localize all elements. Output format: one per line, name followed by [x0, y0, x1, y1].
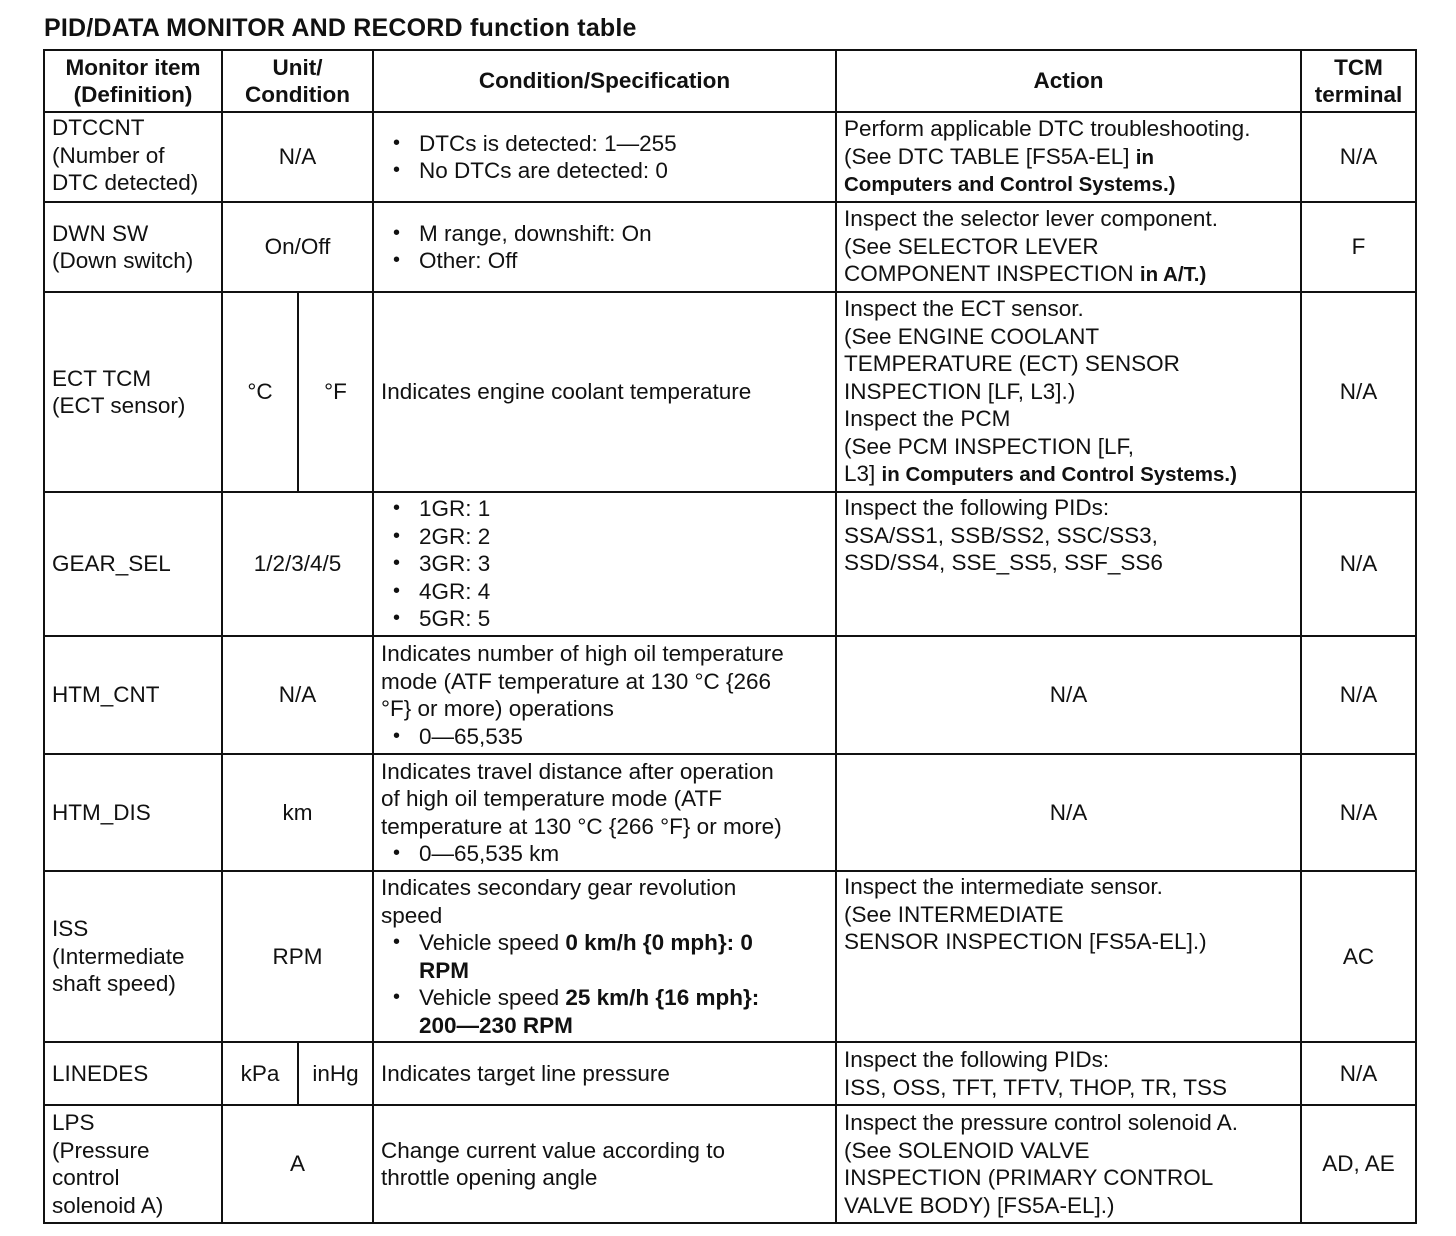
cell-line: (Down switch) [52, 248, 194, 273]
cell-line: TEMPERATURE (ECT) SENSOR [844, 351, 1180, 377]
cell-line: Inspect the intermediate sensor. [844, 874, 1163, 899]
bullet-item: • 1GR: 1 [419, 495, 828, 523]
condition-cell [373, 492, 836, 636]
unit-cell: 1/2/3/4/5 [222, 492, 373, 636]
cell-line: (See ENGINE COOLANT [844, 323, 1100, 349]
header-text: Monitor item [65, 54, 201, 80]
action-text: in Computers and Control Systems.) [881, 463, 1237, 487]
bullet-item [419, 929, 828, 984]
tcm-terminal-cell: N/A [1301, 112, 1416, 202]
unit-cell: N/A [222, 112, 373, 202]
table-row [44, 871, 1416, 1042]
condition-cell: Indicates target line pressure [373, 1042, 836, 1105]
cell-line: solenoid A) [52, 1192, 164, 1218]
table-row [44, 112, 1416, 202]
header-text: terminal [1314, 82, 1403, 107]
bullet-item: • DTCs is detected: 1—255 [419, 130, 828, 158]
bullet-text: 0 km/h {0 mph}: 0 [565, 930, 753, 955]
bullet-item: • Other: Off [419, 247, 828, 275]
monitor-item-cell: HTM_DIS [44, 754, 222, 871]
monitor-item-cell [44, 112, 222, 202]
bullet-text: Vehicle speed [419, 985, 566, 1010]
unit-cell-metric: °C [222, 292, 298, 492]
cell-line: DTC detected) [52, 170, 199, 195]
action-text: in [1135, 145, 1154, 169]
cell-line: of high oil temperature mode (ATF [381, 786, 722, 811]
table-row [44, 1042, 1416, 1105]
cell-line: temperature at 130 °C {266 °F} or more) [381, 813, 782, 839]
unit-cell: N/A [222, 636, 373, 754]
action-cell: N/A [836, 636, 1301, 754]
cell-line: DWN SW [52, 220, 149, 246]
tcm-terminal-cell: N/A [1301, 636, 1416, 754]
bullet-item: • 2GR: 2 [419, 523, 828, 551]
table-row [44, 636, 1416, 754]
cell-line: SSA/SS1, SSB/SS2, SSC/SS3, [844, 522, 1158, 548]
cell-line: Perform applicable DTC troubleshooting. [844, 116, 1251, 142]
cell-line: LPS [52, 1110, 95, 1135]
table-row [44, 202, 1416, 292]
header-action: Action [836, 50, 1301, 112]
cell-line: control [52, 1165, 120, 1190]
cell-line: (See INTERMEDIATE [844, 901, 1064, 927]
header-monitor-item [44, 50, 222, 112]
monitor-item-cell: GEAR_SEL [44, 492, 222, 636]
bullet-item: • 0—65,535 km [419, 840, 828, 868]
table-row [44, 1105, 1416, 1223]
cell-line: VALVE BODY) [FS5A-EL].) [844, 1192, 1115, 1218]
tcm-terminal-cell: N/A [1301, 292, 1416, 492]
condition-cell [373, 754, 836, 871]
monitor-item-cell [44, 871, 222, 1042]
tcm-terminal-cell: AD, AE [1301, 1105, 1416, 1223]
cell-line: (Number of [52, 142, 165, 168]
cell-line [844, 260, 1293, 289]
monitor-item-cell: LINEDES [44, 1042, 222, 1105]
header-text: Unit/ [272, 54, 323, 80]
cell-line: Inspect the following PIDs: [844, 1047, 1110, 1072]
action-text: (See DTC TABLE [FS5A-EL] [844, 143, 1136, 169]
cell-line: Change current value according to [381, 1137, 725, 1163]
condition-cell [373, 202, 836, 292]
condition-cell [373, 871, 836, 1042]
cell-line: ISS, OSS, TFT, TFTV, THOP, TR, TSS [844, 1074, 1228, 1100]
cell-line: Indicates secondary gear revolution [381, 875, 737, 900]
condition-cell [373, 112, 836, 202]
unit-cell: RPM [222, 871, 373, 1042]
pid-monitor-table [43, 49, 1417, 1224]
bullet-text: 25 km/h {16 mph}: [565, 985, 760, 1010]
tcm-terminal-cell: N/A [1301, 754, 1416, 871]
cell-line: SENSOR INSPECTION [FS5A-EL].) [844, 929, 1207, 954]
header-condition-specification: Condition/Specification [373, 50, 836, 112]
cell-line: INSPECTION (PRIMARY CONTROL [844, 1165, 1214, 1190]
cell-line: Inspect the following PIDs: [844, 495, 1110, 520]
bullet-text: 200—230 RPM [419, 1012, 573, 1038]
bullet-item: • 3GR: 3 [419, 550, 828, 578]
cell-line: (See PCM INSPECTION [LF, [844, 433, 1135, 459]
tcm-terminal-cell: F [1301, 202, 1416, 292]
action-cell: N/A [836, 754, 1301, 871]
monitor-item-cell [44, 292, 222, 492]
unit-cell-metric: kPa [222, 1042, 298, 1105]
cell-line: SSD/SS4, SSE_SS5, SSF_SS6 [844, 550, 1163, 575]
header-unit-condition [222, 50, 373, 112]
action-cell [836, 871, 1301, 1042]
cell-line: DTCCNT [52, 115, 145, 140]
cell-line: (See SELECTOR LEVER [844, 233, 1099, 259]
bullet-item: • 0—65,535 [419, 723, 828, 751]
cell-line: °F} or more) operations [381, 696, 614, 721]
table-header-row [44, 50, 1416, 112]
action-cell [836, 292, 1301, 492]
cell-line: Inspect the pressure control solenoid A. [844, 1110, 1238, 1135]
action-cell [836, 202, 1301, 292]
action-cell [836, 1042, 1301, 1105]
unit-cell: km [222, 754, 373, 871]
condition-cell: Indicates engine coolant temperature [373, 292, 836, 492]
cell-line: Inspect the ECT sensor. [844, 296, 1084, 322]
cell-line: Indicates travel distance after operation [381, 758, 774, 784]
cell-line: throttle opening angle [381, 1165, 598, 1190]
unit-cell: A [222, 1105, 373, 1223]
bullet-item: • M range, downshift: On [419, 220, 828, 248]
cell-line: Inspect the selector lever component. [844, 206, 1218, 232]
monitor-item-cell [44, 1105, 222, 1223]
table-row [44, 492, 1416, 636]
cell-line: (ECT sensor) [52, 393, 186, 418]
monitor-item-cell [44, 202, 222, 292]
action-text: L3] [844, 461, 876, 487]
header-text: (Definition) [73, 82, 193, 107]
bullet-item: • No DTCs are detected: 0 [419, 157, 828, 185]
cell-line: (Intermediate [52, 943, 185, 969]
unit-cell: On/Off [222, 202, 373, 292]
cell-line: Computers and Control Systems.) [844, 173, 1176, 197]
bullet-item: • 4GR: 4 [419, 578, 828, 606]
action-cell [836, 492, 1301, 636]
cell-line: shaft speed) [52, 971, 176, 997]
action-text: COMPONENT INSPECTION [844, 261, 1140, 287]
page-title: PID/DATA MONITOR AND RECORD function table [44, 14, 637, 42]
table-row [44, 292, 1416, 492]
bullet-text: RPM [419, 957, 469, 983]
header-text: Condition [245, 82, 350, 107]
action-cell [836, 112, 1301, 202]
bullet-item: • 5GR: 5 [419, 605, 828, 633]
bullet-text: Vehicle speed [419, 930, 566, 955]
tcm-terminal-cell: AC [1301, 871, 1416, 1042]
cell-line: ISS [52, 916, 89, 942]
header-text: TCM [1334, 54, 1383, 80]
cell-line: Inspect the PCM [844, 406, 1011, 432]
cell-line: speed [381, 902, 443, 928]
cell-line [844, 143, 1293, 172]
header-tcm-terminal [1301, 50, 1416, 112]
cell-line: Indicates number of high oil temperature [381, 641, 784, 666]
bullet-item [419, 984, 828, 1039]
action-text: in A/T.) [1139, 263, 1207, 287]
cell-line [844, 460, 1293, 489]
cell-line: INSPECTION [LF, L3].) [844, 378, 1076, 404]
tcm-terminal-cell: N/A [1301, 1042, 1416, 1105]
table-row [44, 754, 1416, 871]
tcm-terminal-cell: N/A [1301, 492, 1416, 636]
condition-cell [373, 1105, 836, 1223]
cell-line: (Pressure [52, 1137, 150, 1163]
action-cell [836, 1105, 1301, 1223]
cell-line: mode (ATF temperature at 130 °C {266 [381, 668, 772, 694]
condition-cell [373, 636, 836, 754]
cell-line: ECT TCM [52, 365, 152, 391]
monitor-item-cell: HTM_CNT [44, 636, 222, 754]
cell-line: (See SOLENOID VALVE [844, 1137, 1090, 1163]
unit-cell-imperial: inHg [298, 1042, 373, 1105]
unit-cell-imperial: °F [298, 292, 373, 492]
